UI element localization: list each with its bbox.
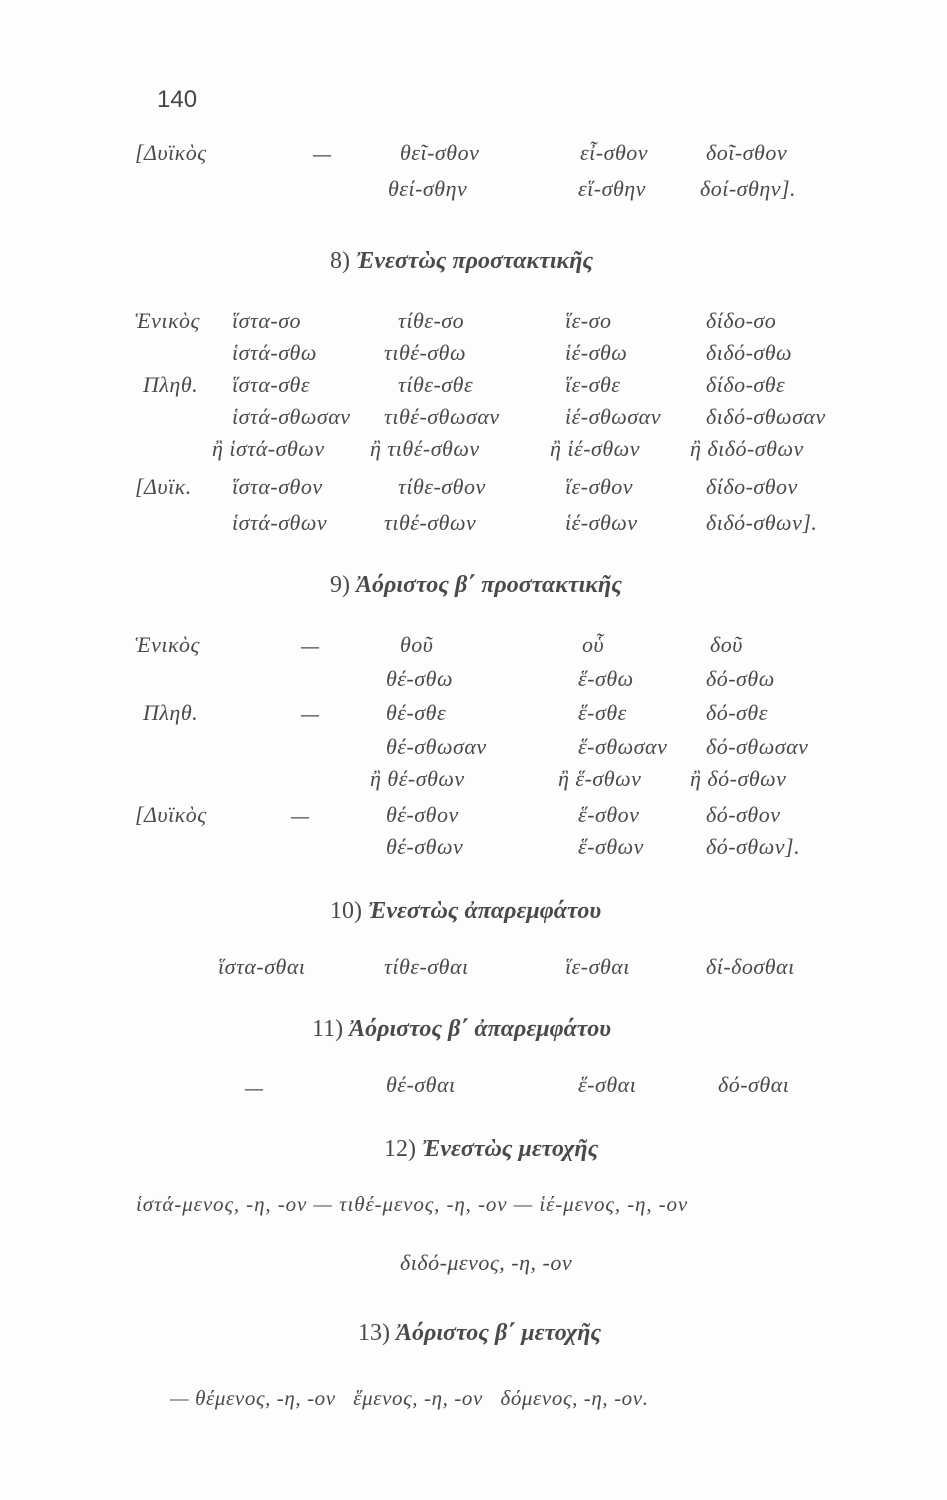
- section-heading: [330, 572, 622, 599]
- label-dual: [Δυϊκὸς: [135, 802, 207, 827]
- form: ἢ τιθέ-σθων: [370, 436, 480, 461]
- form: δό-σθω: [706, 666, 775, 691]
- label-singular: Ἑνικὸς: [135, 632, 200, 657]
- form: εἶ-σθον: [580, 140, 649, 165]
- form: διδό-σθω: [706, 340, 793, 365]
- form: ἵε-σο: [565, 308, 612, 333]
- section-heading: [330, 898, 601, 925]
- section-title: Ἀόριστος β΄ μετοχῆς: [396, 1320, 602, 1346]
- section-number: 12): [384, 1136, 416, 1162]
- form: ἱστά-σθων: [232, 510, 328, 535]
- form: ἕ-σθε: [578, 700, 627, 725]
- form: δό-σθων].: [706, 834, 801, 859]
- dash: —: [244, 1076, 264, 1100]
- form: τίθε-σθαι: [384, 954, 469, 979]
- form: ἢ διδό-σθων: [690, 436, 804, 461]
- form: θεῖ-σθον: [400, 140, 480, 165]
- label-singular: Ἑνικὸς: [135, 308, 200, 333]
- form: δό-σθον: [706, 802, 781, 827]
- form: δίδο-σο: [706, 308, 777, 333]
- form: ἵε-σθαι: [565, 954, 630, 979]
- section-number: 11): [312, 1016, 344, 1042]
- form: ἱέ-σθω: [565, 340, 628, 365]
- form: τίθε-σθε: [398, 372, 474, 397]
- label-plural: Πληθ.: [143, 372, 199, 397]
- form: θέ-σθαι: [386, 1072, 456, 1097]
- form: δοῖ-σθον: [706, 140, 788, 165]
- form: θέ-σθον: [386, 802, 459, 827]
- section-number: 9): [330, 572, 350, 598]
- participle-line: ἱστά-μενος, -η, -ον — τιθέ-μενος, -η, -ον — ἱέ-μενος, -η, -ον: [136, 1192, 689, 1216]
- form: διδό-σθων].: [706, 510, 818, 535]
- form: ἵστα-σθε: [232, 372, 311, 397]
- section-title: Ἀόριστος β΄ προστακτικῆς: [356, 572, 622, 598]
- form: οὗ: [582, 632, 605, 657]
- form: θέ-σθω: [386, 666, 453, 691]
- section-title: Ἐνεστὼς προστακτικῆς: [356, 248, 594, 274]
- section-number: 10): [330, 898, 362, 924]
- form: δό-σθε: [706, 700, 768, 725]
- section-heading: [330, 248, 593, 275]
- form: ἕ-σθον: [578, 802, 640, 827]
- label-dual: [Δυϊκὸς: [135, 140, 207, 165]
- form: ἕ-σθαι: [578, 1072, 637, 1097]
- form: ἢ δό-σθων: [690, 766, 787, 791]
- form: δό-σθωσαν: [706, 734, 809, 759]
- form: ἢ θέ-σθων: [370, 766, 465, 791]
- form: δίδο-σθε: [706, 372, 786, 397]
- form: ἱέ-σθωσαν: [565, 404, 661, 429]
- section-number: 8): [330, 248, 350, 274]
- participle-line: — θέμενος, -η, -ον ἕμενος, -η, -ον δόμενος, -η, -ον.: [170, 1386, 649, 1410]
- form: ἱέ-σθων: [565, 510, 638, 535]
- form: δό-σθαι: [718, 1072, 790, 1097]
- form: τιθέ-σθωσαν: [384, 404, 500, 429]
- form: θέ-σθε: [386, 700, 447, 725]
- form: ἵστα-σθον: [232, 474, 323, 499]
- dash: —: [290, 804, 310, 828]
- form: ἵστα-σο: [232, 308, 302, 333]
- participle-line: διδό-μενος, -η, -ον: [400, 1250, 573, 1275]
- dash: —: [300, 702, 320, 726]
- form: ἢ ἕ-σθων: [558, 766, 642, 791]
- form: τιθέ-σθων: [384, 510, 477, 535]
- section-title: Ἀόριστος β΄ ἀπαρεμφάτου: [349, 1016, 611, 1042]
- form: δοί-σθην].: [700, 176, 797, 201]
- form: θοῦ: [400, 632, 434, 657]
- form: ἵε-σθε: [565, 372, 621, 397]
- section-heading: [384, 1136, 598, 1163]
- form: τιθέ-σθω: [384, 340, 466, 365]
- form: ἵστα-σθαι: [218, 954, 306, 979]
- form: ἢ ἱέ-σθων: [550, 436, 640, 461]
- form: ἕ-σθων: [578, 834, 644, 859]
- form: θέ-σθων: [386, 834, 464, 859]
- form: ἕ-σθωσαν: [578, 734, 668, 759]
- form: θεί-σθην: [388, 176, 468, 201]
- form: δίδο-σθον: [706, 474, 798, 499]
- section-title: Ἐνεστὼς μετοχῆς: [422, 1136, 599, 1162]
- form: ἵε-σθον: [565, 474, 634, 499]
- form: ἱστά-σθω: [232, 340, 317, 365]
- form: τίθε-σθον: [398, 474, 486, 499]
- form: θέ-σθωσαν: [386, 734, 487, 759]
- dash: —: [300, 634, 320, 658]
- page-number: 140: [157, 86, 198, 113]
- form: εἵ-σθην: [578, 176, 646, 201]
- section-heading: [312, 1016, 611, 1043]
- section-number: 13): [358, 1320, 390, 1346]
- section-title: Ἐνεστὼς ἀπαρεμφάτου: [368, 898, 602, 924]
- label-dual: [Δυϊκ.: [135, 474, 192, 499]
- form: διδό-σθωσαν: [706, 404, 826, 429]
- form: ἱστά-σθωσαν: [232, 404, 351, 429]
- form: τίθε-σο: [398, 308, 465, 333]
- label-plural: Πληθ.: [143, 700, 199, 725]
- dash: —: [312, 142, 332, 166]
- form: ἕ-σθω: [578, 666, 634, 691]
- form: δί-δοσθαι: [706, 954, 795, 979]
- form: δοῦ: [710, 632, 743, 657]
- form: ἢ ἱστά-σθων: [212, 436, 325, 461]
- section-heading: [358, 1320, 601, 1347]
